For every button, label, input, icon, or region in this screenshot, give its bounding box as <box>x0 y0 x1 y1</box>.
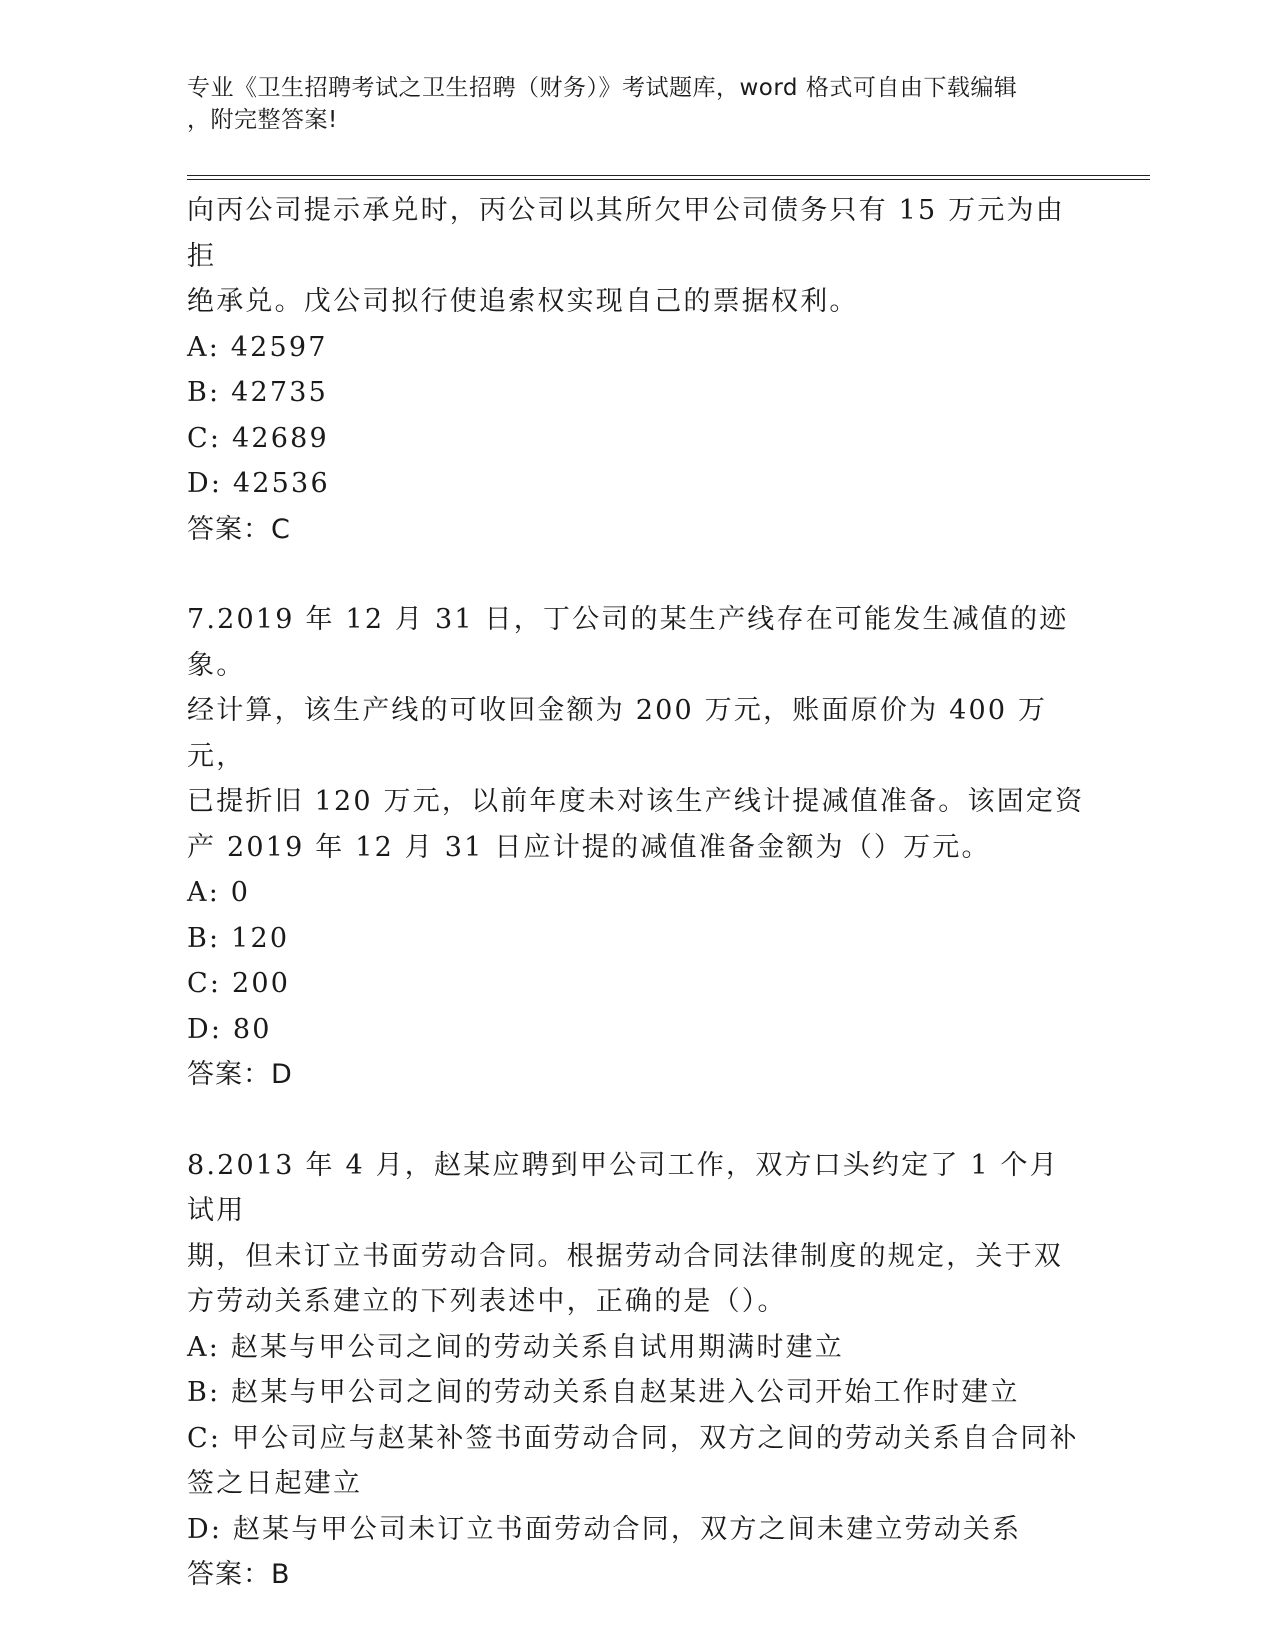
question-8-option-a: A: 赵某与甲公司之间的劳动关系自试用期满时建立 <box>187 1331 844 1363</box>
question-7-stem-line-3: 已提折旧 120 万元，以前年度未对该生产线计提减值准备。该固定资 <box>187 786 1085 817</box>
spacer <box>187 1098 1087 1143</box>
question-7-option-c: C: 200 <box>187 968 291 999</box>
question-8 <box>187 1143 1087 1598</box>
header-line-1: 专业《卫生招聘考试之卫生招聘（财务）》考试题库，word 格式可自由下载编辑 <box>187 75 1018 101</box>
question-8-stem-line-2: 期，但未订立书面劳动合同。根据劳动合同法律制度的规定，关于双 <box>187 1240 1063 1272</box>
spacer <box>187 552 1087 597</box>
question-6-option-d: D: 42536 <box>187 468 330 499</box>
question-6 <box>187 188 1087 552</box>
page-header <box>187 72 1067 136</box>
question-6-answer: 答案：C <box>187 513 291 545</box>
question-8-option-d: D: 赵某与甲公司未订立书面劳动合同，双方之间未建立劳动关系 <box>187 1513 1022 1545</box>
question-7-answer: 答案：D <box>187 1059 293 1090</box>
question-list <box>187 188 1087 1598</box>
question-7-option-a: A: 0 <box>187 877 251 908</box>
question-8-answer: 答案：B <box>187 1559 291 1590</box>
question-6-stem-line-1: 向丙公司提示承兑时，丙公司以其所欠甲公司债务只有 15 万元为由拒 <box>187 195 1065 272</box>
question-6-option-b: B: 42735 <box>187 377 329 408</box>
question-6-option-c: C: 42689 <box>187 422 329 454</box>
question-6-stem-line-2: 绝承兑。戊公司拟行使追索权实现自己的票据权利。 <box>187 286 859 317</box>
question-8-option-b: B: 赵某与甲公司之间的劳动关系自赵某进入公司开始工作时建立 <box>187 1377 1020 1408</box>
question-6-option-a: A: 42597 <box>187 331 328 363</box>
question-7-option-b: B: 120 <box>187 922 290 954</box>
question-7 <box>187 597 1087 1098</box>
header-line-2: ，附完整答案! <box>187 107 338 133</box>
question-8-option-c-continued: 签之日起建立 <box>187 1468 363 1499</box>
question-7-stem-line-1: 7.2019 年 12 月 31 日，丁公司的某生产线存在可能发生减值的迹象。 <box>187 604 1069 681</box>
question-8-stem-line-3: 方劳动关系建立的下列表述中，正确的是（）。 <box>187 1286 787 1317</box>
question-7-stem-line-2: 经计算，该生产线的可收回金额为 200 万元，账面原价为 400 万元， <box>187 695 1048 772</box>
question-7-stem-line-4: 产 2019 年 12 月 31 日应计提的减值准备金额为（）万元。 <box>187 831 991 863</box>
question-7-option-d: D: 80 <box>187 1013 272 1045</box>
question-8-stem-line-1: 8.2013 年 4 月，赵某应聘到甲公司工作，双方口头约定了 1 个月试用 <box>187 1149 1059 1226</box>
question-8-option-c: C: 甲公司应与赵某补签书面劳动合同，双方之间的劳动关系自合同补 <box>187 1422 1079 1454</box>
header-divider <box>187 175 1150 180</box>
